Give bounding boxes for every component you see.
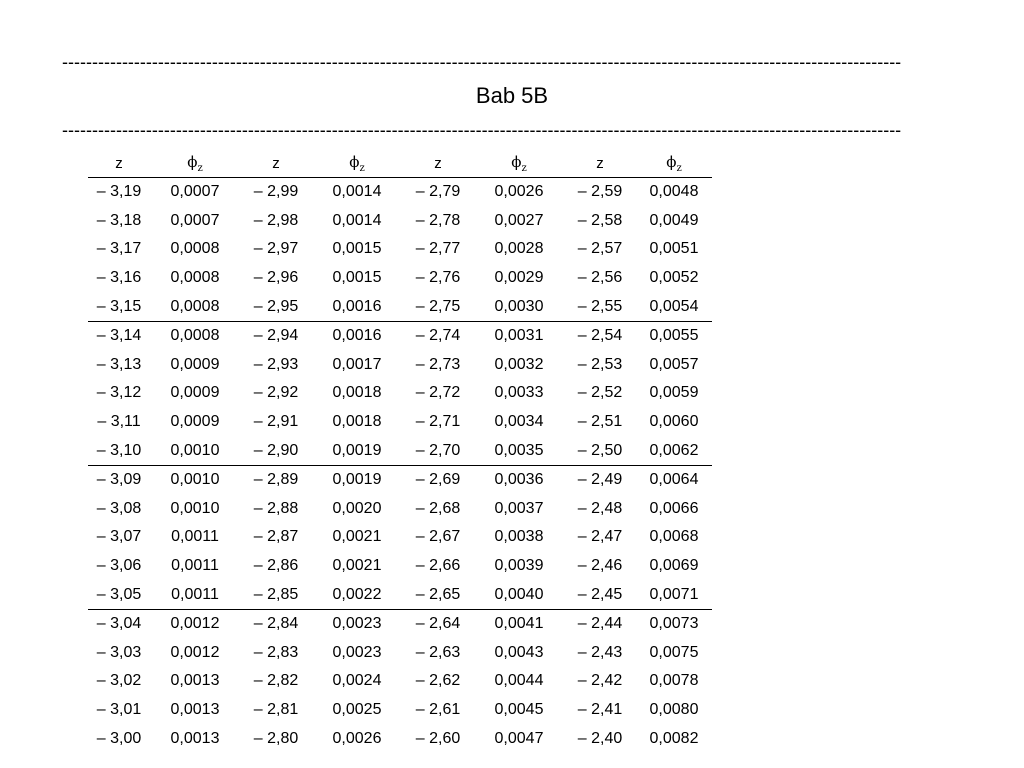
header-z: z	[564, 150, 636, 178]
phi-cell: 0,0037	[494, 499, 544, 517]
phi-cell: 0,0016	[332, 327, 382, 345]
z-cell: – 2,55	[564, 292, 636, 321]
header-z: z	[240, 150, 312, 178]
phi-cell: 0,0023	[332, 615, 382, 633]
z-cell: – 2,70	[402, 436, 474, 465]
z-cell: – 3,15	[88, 292, 150, 321]
z-cell: – 2,68	[415, 499, 461, 517]
z-cell: – 2,88	[253, 499, 299, 517]
phi-cell: 0,0059	[649, 384, 699, 402]
z-cell: – 2,69	[415, 471, 461, 489]
z-cell: – 2,93	[253, 355, 299, 373]
phi-cell: 0,0078	[649, 672, 699, 690]
z-cell: – 2,76	[415, 269, 461, 287]
table-row	[88, 351, 712, 380]
phi-cell: 0,0040	[474, 580, 564, 609]
z-cell: – 2,91	[253, 413, 299, 431]
phi-cell: 0,0018	[332, 384, 382, 402]
table-row	[88, 609, 712, 638]
phi-cell: 0,0019	[312, 436, 402, 465]
table-row	[88, 523, 712, 552]
phi-cell: 0,0075	[649, 643, 699, 661]
z-cell: – 2,77	[415, 240, 461, 258]
phi-cell: 0,0062	[636, 436, 712, 465]
phi-cell: 0,0073	[649, 615, 699, 633]
z-cell: – 2,43	[577, 643, 623, 661]
phi-cell: 0,0016	[312, 292, 402, 321]
phi-cell: 0,0057	[649, 355, 699, 373]
z-cell: – 2,66	[415, 557, 461, 575]
z-cell: – 2,52	[577, 384, 623, 402]
phi-cell: 0,0060	[649, 413, 699, 431]
z-cell: – 2,84	[253, 615, 299, 633]
z-cell: – 2,83	[253, 643, 299, 661]
z-cell: – 2,81	[253, 700, 299, 718]
z-cell: – 2,95	[240, 292, 312, 321]
bottom-dashed-rule: --------------------------------------------------------------------------------------------------------------------------------------------	[62, 120, 902, 140]
z-cell: – 3,14	[96, 327, 142, 345]
phi-cell: 0,0010	[170, 471, 220, 489]
z-cell: – 2,42	[577, 672, 623, 690]
z-phi-table	[88, 150, 712, 753]
z-cell: – 3,16	[96, 269, 142, 287]
phi-cell: 0,0055	[649, 327, 699, 345]
z-cell: – 2,48	[577, 499, 623, 517]
table-row	[88, 178, 712, 207]
phi-cell: 0,0051	[649, 240, 699, 258]
phi-cell: 0,0017	[332, 355, 382, 373]
header-phi: $\phi_z$	[636, 150, 712, 178]
z-cell: – 3,00	[96, 729, 142, 747]
top-dashed-rule: --------------------------------------------------------------------------------------------------------------------------------------------	[62, 52, 902, 72]
phi-cell: 0,0019	[332, 471, 382, 489]
phi-cell: 0,0029	[494, 269, 544, 287]
z-cell: – 3,10	[88, 436, 150, 465]
z-cell: – 2,87	[253, 528, 299, 546]
z-cell: – 3,17	[96, 240, 142, 258]
phi-cell: 0,0068	[649, 528, 699, 546]
phi-cell: 0,0021	[332, 557, 382, 575]
phi-cell: 0,0036	[494, 471, 544, 489]
phi-cell: 0,0013	[170, 729, 220, 747]
z-cell: – 2,89	[253, 471, 299, 489]
phi-cell: 0,0012	[170, 643, 220, 661]
z-cell: – 3,09	[96, 471, 142, 489]
phi-cell: 0,0007	[170, 183, 220, 201]
phi-cell: 0,0009	[170, 355, 220, 373]
z-cell: – 2,64	[415, 615, 461, 633]
table-row	[88, 292, 712, 321]
z-cell: – 2,56	[577, 269, 623, 287]
z-cell: – 2,51	[577, 413, 623, 431]
z-cell: – 2,45	[564, 580, 636, 609]
table-row	[88, 207, 712, 236]
z-cell: – 2,92	[253, 384, 299, 402]
z-cell: – 2,58	[577, 211, 623, 229]
table-row	[88, 580, 712, 609]
phi-cell: 0,0080	[649, 700, 699, 718]
table-row	[88, 552, 712, 581]
z-cell: – 3,13	[96, 355, 142, 373]
phi-cell: 0,0021	[332, 528, 382, 546]
phi-cell: 0,0008	[150, 292, 240, 321]
table-row	[88, 264, 712, 293]
phi-cell: 0,0031	[494, 327, 544, 345]
phi-cell: 0,0024	[332, 672, 382, 690]
phi-cell: 0,0045	[494, 700, 544, 718]
phi-cell: 0,0022	[312, 580, 402, 609]
phi-cell: 0,0034	[494, 413, 544, 431]
phi-cell: 0,0028	[494, 240, 544, 258]
phi-cell: 0,0023	[332, 643, 382, 661]
z-cell: – 2,46	[577, 557, 623, 575]
phi-cell: 0,0010	[170, 499, 220, 517]
phi-cell: 0,0026	[332, 729, 382, 747]
phi-cell: 0,0015	[332, 240, 382, 258]
phi-cell: 0,0064	[649, 471, 699, 489]
phi-cell: 0,0048	[649, 183, 699, 201]
z-cell: – 2,99	[253, 183, 299, 201]
z-cell: – 2,54	[577, 327, 623, 345]
z-cell: – 3,07	[96, 528, 142, 546]
z-cell: – 3,19	[96, 183, 142, 201]
z-cell: – 3,11	[97, 413, 141, 431]
phi-cell: 0,0013	[170, 700, 220, 718]
z-cell: – 2,44	[577, 615, 623, 633]
z-cell: – 2,96	[253, 269, 299, 287]
phi-cell: 0,0032	[494, 355, 544, 373]
z-cell: – 3,03	[96, 643, 142, 661]
phi-cell: 0,0049	[649, 211, 699, 229]
z-cell: – 2,94	[253, 327, 299, 345]
z-cell: – 3,12	[96, 384, 142, 402]
phi-cell: 0,0008	[170, 240, 220, 258]
phi-cell: 0,0041	[494, 615, 544, 633]
header-phi: $\phi_z$	[150, 150, 240, 178]
phi-cell: 0,0043	[494, 643, 544, 661]
table-header-row	[88, 150, 712, 178]
phi-cell: 0,0010	[150, 436, 240, 465]
phi-cell: 0,0014	[332, 211, 382, 229]
z-cell: – 2,90	[240, 436, 312, 465]
phi-cell: 0,0009	[170, 413, 220, 431]
z-cell: – 2,60	[415, 729, 461, 747]
table-row	[88, 495, 712, 524]
z-cell: – 2,47	[577, 528, 623, 546]
phi-cell: 0,0047	[494, 729, 544, 747]
table-row	[88, 667, 712, 696]
phi-cell: 0,0020	[332, 499, 382, 517]
z-cell: – 2,71	[415, 413, 461, 431]
phi-cell: 0,0014	[332, 183, 382, 201]
phi-cell: 0,0052	[649, 269, 699, 287]
z-cell: – 2,62	[415, 672, 461, 690]
z-cell: – 2,53	[577, 355, 623, 373]
phi-cell: 0,0071	[636, 580, 712, 609]
phi-cell: 0,0044	[494, 672, 544, 690]
phi-cell: 0,0038	[494, 528, 544, 546]
page-title: Bab 5B	[475, 83, 549, 108]
z-cell: – 2,75	[402, 292, 474, 321]
z-cell: – 2,65	[402, 580, 474, 609]
z-cell: – 3,18	[96, 211, 142, 229]
phi-cell: 0,0011	[150, 580, 240, 609]
phi-cell: 0,0018	[332, 413, 382, 431]
z-cell: – 2,82	[253, 672, 299, 690]
z-cell: – 2,85	[240, 580, 312, 609]
header-z: z	[88, 150, 150, 178]
z-cell: – 3,02	[96, 672, 142, 690]
phi-cell: 0,0069	[649, 557, 699, 575]
phi-cell: 0,0054	[636, 292, 712, 321]
table-row	[88, 696, 712, 725]
table-row	[88, 321, 712, 350]
phi-cell: 0,0082	[649, 729, 699, 747]
z-cell: – 3,08	[96, 499, 142, 517]
z-cell: – 2,49	[577, 471, 623, 489]
phi-cell: 0,0025	[332, 700, 382, 718]
z-cell: – 2,67	[415, 528, 461, 546]
table-row	[88, 235, 712, 264]
table-row	[88, 408, 712, 437]
z-cell: – 2,73	[415, 355, 461, 373]
table-row	[88, 379, 712, 408]
phi-cell: 0,0009	[170, 384, 220, 402]
z-cell: – 2,40	[577, 729, 623, 747]
z-cell: – 2,78	[415, 211, 461, 229]
z-cell: – 2,72	[415, 384, 461, 402]
z-cell: – 3,06	[96, 557, 142, 575]
phi-cell: 0,0011	[171, 557, 219, 575]
table-row	[88, 639, 712, 668]
phi-cell: 0,0039	[494, 557, 544, 575]
phi-cell: 0,0026	[494, 183, 544, 201]
phi-cell: 0,0007	[170, 211, 220, 229]
phi-cell: 0,0015	[332, 269, 382, 287]
z-cell: – 3,01	[96, 700, 142, 718]
z-cell: – 2,61	[415, 700, 461, 718]
phi-cell: 0,0035	[474, 436, 564, 465]
table-row	[88, 724, 712, 753]
z-cell: – 2,74	[415, 327, 461, 345]
phi-cell: 0,0013	[170, 672, 220, 690]
z-cell: – 2,59	[577, 183, 623, 201]
phi-cell: 0,0011	[171, 528, 219, 546]
phi-cell: 0,0008	[170, 327, 220, 345]
header-phi: $\phi_z$	[312, 150, 402, 178]
z-cell: – 2,41	[577, 700, 623, 718]
z-cell: – 2,79	[415, 183, 461, 201]
phi-cell: 0,0027	[494, 211, 544, 229]
z-cell: – 2,97	[253, 240, 299, 258]
z-cell: – 2,50	[564, 436, 636, 465]
z-cell: – 2,63	[415, 643, 461, 661]
z-cell: – 3,04	[96, 615, 142, 633]
z-cell: – 3,05	[88, 580, 150, 609]
phi-cell: 0,0030	[474, 292, 564, 321]
z-cell: – 2,98	[253, 211, 299, 229]
header-z: z	[402, 150, 474, 178]
table-row	[88, 436, 712, 465]
z-cell: – 2,57	[577, 240, 623, 258]
phi-cell: 0,0066	[649, 499, 699, 517]
table-body	[88, 178, 712, 753]
z-cell: – 2,86	[253, 557, 299, 575]
header-phi: $\phi_z$	[474, 150, 564, 178]
phi-cell: 0,0012	[170, 615, 220, 633]
phi-cell: 0,0008	[170, 269, 220, 287]
phi-cell: 0,0033	[494, 384, 544, 402]
z-cell: – 2,80	[253, 729, 299, 747]
table-row	[88, 465, 712, 494]
